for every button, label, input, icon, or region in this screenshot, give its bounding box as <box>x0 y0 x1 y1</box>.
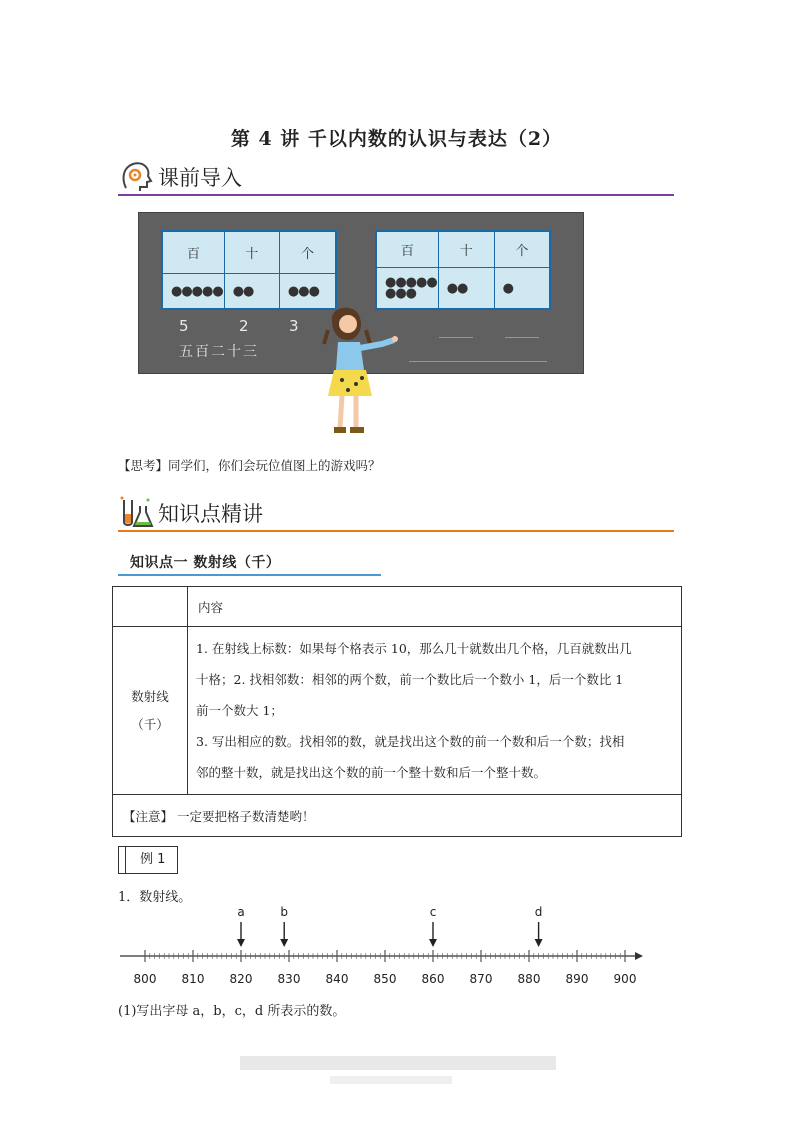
body-line: 3. 写出相应的数。找相邻的数，就是找出这个数的前一个数和后一个数；找相 <box>196 734 625 749</box>
dots-hundreds: ●●●●● ●●● <box>377 268 439 309</box>
table-body <box>188 627 682 795</box>
tick-label: 850 <box>373 972 397 986</box>
number-line-chart <box>120 906 650 994</box>
number-in-words: 五百二十三 <box>179 344 259 360</box>
example-label-box <box>118 846 178 874</box>
tick-label: 830 <box>277 972 301 986</box>
marker-label-a: a <box>237 906 245 919</box>
marker-arrow-head-c <box>429 939 437 947</box>
header-hundreds: 百 <box>377 232 439 268</box>
header-tens: 十 <box>438 232 494 268</box>
header-ones: 个 <box>279 232 335 274</box>
flask-icon <box>118 494 154 530</box>
dots-ones: ●●● <box>279 274 335 309</box>
tick-label: 870 <box>469 972 493 986</box>
header-hundreds: 百 <box>163 232 225 274</box>
footer-watermark <box>240 1056 556 1070</box>
answer-blank-tens <box>439 337 473 338</box>
section-rule <box>118 530 674 532</box>
row-label-line2: （千） <box>131 716 169 732</box>
tick-label: 840 <box>325 972 349 986</box>
dots-hundreds: ●●●●● <box>163 274 225 309</box>
tick-label: 880 <box>517 972 541 986</box>
marker-arrow-head-a <box>237 939 245 947</box>
body-line: 1. 在射线上标数：如果每个格表示 10，那么几十就数出几个格，几百就数出几 <box>196 641 632 656</box>
digit-ones: 3 <box>289 317 299 335</box>
dots-ones: ● <box>494 268 549 309</box>
marker-label-d: d <box>534 906 543 919</box>
dots-tens: ●● <box>224 274 279 309</box>
axis-arrow <box>635 952 643 960</box>
header-ones: 个 <box>494 232 549 268</box>
head-gear-icon <box>118 158 154 194</box>
tick-label: 810 <box>181 972 205 986</box>
tick-label: 800 <box>133 972 157 986</box>
knowledge-point-title: 知识点一 数射线（千） <box>130 555 281 571</box>
marker-arrow-head-d <box>535 939 543 947</box>
answer-blank-ones <box>505 337 539 338</box>
answer-blank-words <box>409 361 547 362</box>
example-label: 例 1 <box>125 847 165 873</box>
tick-label: 820 <box>229 972 253 986</box>
place-value-chart-left <box>161 230 337 310</box>
row-label <box>113 627 188 795</box>
section-header-intro <box>118 158 674 194</box>
section-header-knowledge <box>118 494 674 530</box>
tick-label: 890 <box>565 972 589 986</box>
header-tens: 十 <box>224 232 279 274</box>
row-label-line1: 数射线 <box>131 688 169 704</box>
knowledge-point-underline <box>118 574 381 576</box>
section-title: 知识点精讲 <box>158 502 263 526</box>
place-value-chart-right <box>375 230 551 310</box>
table-header-content: 内容 <box>188 587 682 627</box>
digit-tens: 2 <box>239 317 249 335</box>
table-note: 【注意】 一定要把格子数清楚哟！ <box>113 795 682 837</box>
dots-tens: ●● <box>438 268 494 309</box>
page-title: 第 4 讲 千以内数的认识与表达（2） <box>230 128 563 150</box>
section-rule <box>118 194 674 196</box>
digit-hundreds: 5 <box>179 317 189 335</box>
think-prompt: 【思考】同学们，你们会玩位值图上的游戏吗？ <box>118 458 381 473</box>
footer-watermark-line <box>330 1076 452 1084</box>
marker-arrow-head-b <box>280 939 288 947</box>
question-1-part-1: (1)写出字母 a，b，c，d 所表示的数。 <box>118 1004 346 1019</box>
marker-label-c: c <box>429 906 437 919</box>
tick-label: 900 <box>613 972 637 986</box>
body-line: 十格；2. 找相邻数：相邻的两个数，前一个数比后一个数小 1，后一个数比 1 <box>196 672 624 687</box>
question-1: 1．数射线。 <box>118 890 192 905</box>
body-line: 邻的整十数，就是找出这个数的前一个整十数和后一个整十数。 <box>196 765 547 780</box>
content-table <box>112 586 682 837</box>
section-title: 课前导入 <box>158 166 242 190</box>
girl-illustration <box>318 300 408 444</box>
body-line: 前一个数大 1； <box>196 703 283 718</box>
table-corner <box>113 587 188 627</box>
tick-label: 860 <box>421 972 445 986</box>
knowledge-point-heading <box>118 552 381 576</box>
marker-label-b: b <box>280 906 289 919</box>
